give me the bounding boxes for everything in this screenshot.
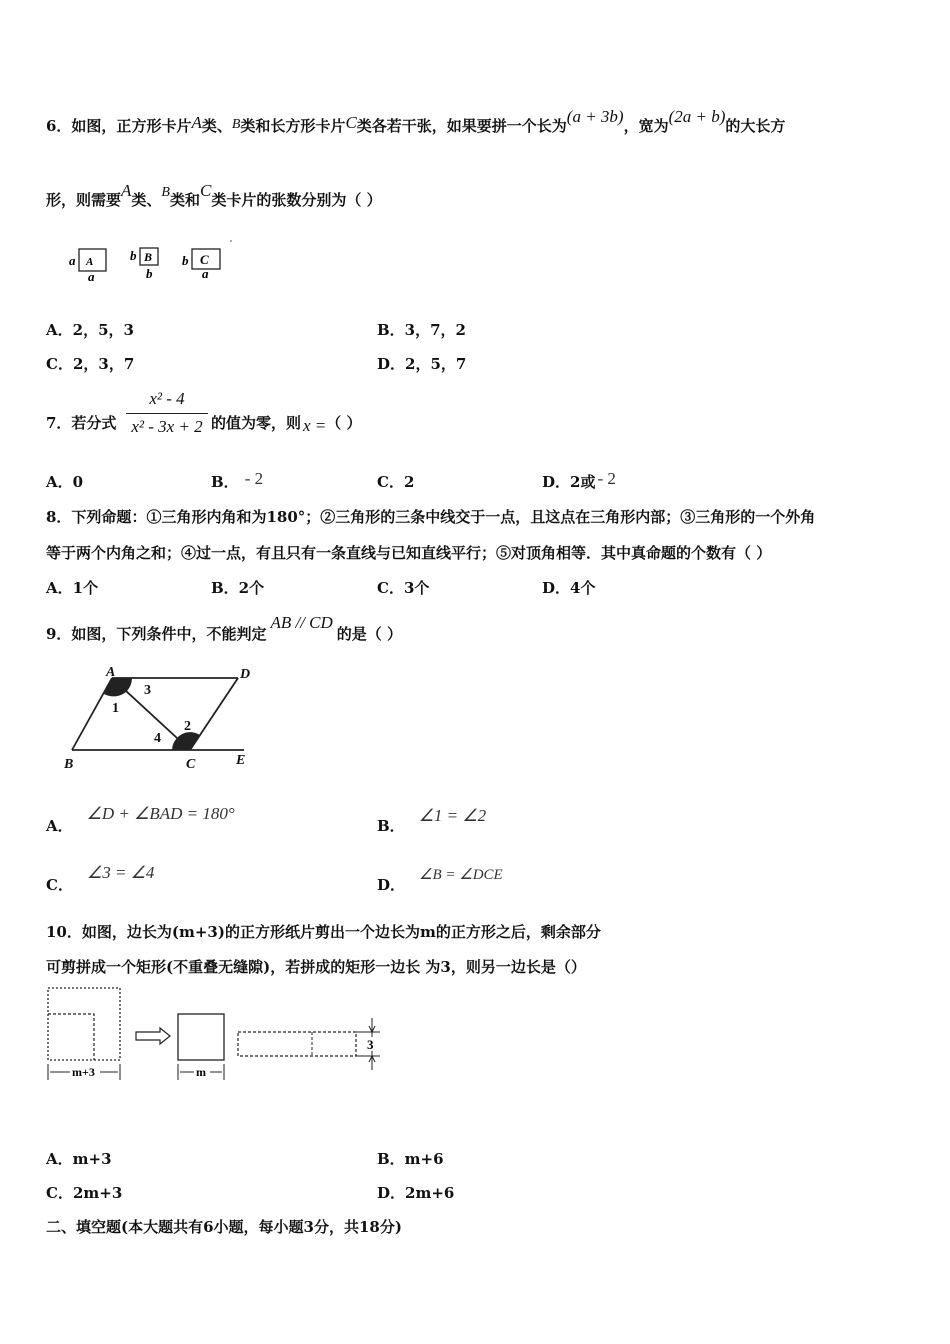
q9-option-d[interactable]: D．∠B = ∠DCE: [377, 867, 503, 894]
q7-option-c[interactable]: C．2: [377, 473, 415, 491]
q7-denominator: x² - 3x + 2: [131, 417, 203, 436]
q7-option-a[interactable]: A．0: [46, 473, 84, 491]
q6-card-a-bottom-label: a: [88, 269, 95, 284]
q6-card-c-side-label: b: [182, 253, 189, 268]
q8-line1: 8．下列命题：①三角形内角和为180°；②三角形的三条中线交于一点，且这点在三角形内部；③三角形的一个外角: [46, 508, 816, 526]
q9-label-1: 1: [112, 701, 119, 716]
q6-cards-figure: [60, 236, 240, 286]
q10-cut-line: [48, 1014, 94, 1060]
q6-line1: 6．如图，正方形卡片A类、B类和长方形卡片C类各若干张，如果要拼一个长为(a + 3b)，宽为(2a + b)的大长方: [46, 107, 786, 135]
q10-label-m: m: [196, 1065, 206, 1079]
q10-big-square: [48, 988, 120, 1060]
q10-option-a[interactable]: A．m+3: [46, 1150, 112, 1168]
q8-option-b[interactable]: B．2个: [211, 579, 265, 597]
q9-label-b: B: [64, 757, 74, 772]
q10-line1: 10．如图，边长为(m+3)的正方形纸片剪出一个边长为m的正方形之后，剩余部分: [46, 923, 601, 941]
q10-paper-figure: [42, 984, 392, 1084]
q7-suffix: 的值为零，则 x =（ ）: [211, 414, 362, 435]
q7-prefix: 7．若分式: [46, 414, 117, 432]
q8-option-c[interactable]: C．3个: [377, 579, 430, 597]
q9-label-d: D: [240, 667, 251, 682]
q9-option-b[interactable]: B．∠1 = ∠2: [377, 806, 487, 835]
q9-label-e: E: [236, 753, 246, 768]
q10-option-b[interactable]: B．m+6: [377, 1150, 444, 1168]
q7-option-d[interactable]: D．2或 - 2: [542, 469, 616, 491]
q9-label-4: 4: [154, 731, 161, 746]
q10-label-m-plus-3: m+3: [72, 1065, 95, 1079]
q6-line2: 形，则需要A类、B类和C类卡片的张数分别为（ ）: [46, 181, 382, 209]
q9-parallelogram-figure: [60, 664, 270, 774]
q6-card-c-label: C: [200, 252, 209, 267]
q6-card-a-side-label: a: [69, 253, 76, 268]
q6-card-b-bottom-label: b: [146, 266, 153, 281]
q6-option-c[interactable]: C．2，3，7: [46, 355, 135, 373]
q8-option-a[interactable]: A．1个: [46, 579, 99, 597]
q6-option-b[interactable]: B．3，7，2: [377, 321, 466, 339]
q10-option-c[interactable]: C．2m+3: [46, 1184, 123, 1202]
q6-card-b-side-label: b: [130, 248, 137, 263]
q9-label-a: A: [106, 665, 116, 680]
q9-stem: 9．如图，下列条件中，不能判定AB // CD的是（ ）: [46, 613, 403, 643]
q10-arrow-icon: [136, 1028, 170, 1044]
q6-card-c-bottom-label: a: [202, 266, 209, 281]
q6-card-b-label: B: [144, 250, 153, 264]
q10-option-d[interactable]: D．2m+6: [377, 1184, 455, 1202]
q9-line-ab: [72, 678, 112, 750]
q9-label-c: C: [186, 757, 196, 772]
q6-option-d[interactable]: D．2，5，7: [377, 355, 467, 373]
q10-medium-square: [178, 1014, 224, 1060]
q6-option-a[interactable]: A．2，5，3: [46, 321, 134, 339]
q9-label-2: 2: [184, 719, 191, 734]
q9-option-c[interactable]: C．∠3 = ∠4: [46, 863, 155, 894]
q9-label-3: 3: [144, 683, 151, 698]
section-2-heading: 二、填空题(本大题共有6小题，每小题3分，共18分): [46, 1218, 402, 1236]
q8-option-d[interactable]: D．4个: [542, 579, 596, 597]
q6-card-a-label: A: [86, 256, 94, 268]
q10-long-rectangle: [238, 1032, 356, 1056]
q10-line2: 可剪拼成一个矩形(不重叠无缝隙)，若拼成的矩形一边长 为3，则另一边长是（）: [46, 958, 586, 976]
q7-fraction-bar: [126, 413, 208, 414]
q7-option-b[interactable]: B． - 2: [211, 469, 264, 491]
q10-label-3: 3: [367, 1037, 374, 1052]
q8-line2: 等于两个内角之和；④过一点，有且只有一条直线与已知直线平行；⑤对顶角相等．其中真命题的个数有（ ）: [46, 544, 772, 562]
q9-line-cd: [190, 678, 238, 750]
q9-option-a[interactable]: A．∠D + ∠BAD = 180°: [46, 804, 235, 835]
q7-numerator: x² - 4: [149, 389, 185, 408]
